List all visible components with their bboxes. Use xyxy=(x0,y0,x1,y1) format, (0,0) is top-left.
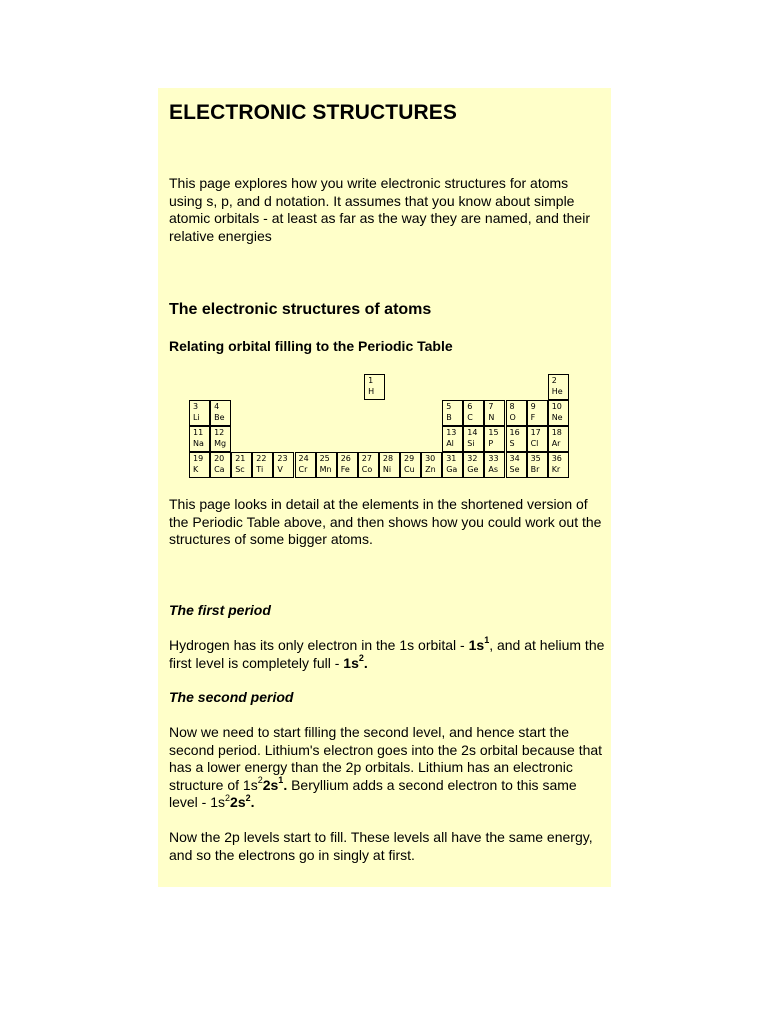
atomic-number: 13 xyxy=(446,428,457,437)
element-cell-sc xyxy=(231,452,252,478)
element-symbol: Cr xyxy=(298,465,308,474)
atomic-number: 17 xyxy=(530,428,541,437)
subheading: Relating orbital filling to the Periodic Table xyxy=(169,338,453,354)
atomic-number: 36 xyxy=(551,454,562,463)
atomic-number: 3 xyxy=(193,402,199,411)
second-period-text: Now we need to start filling the second level, and hence start the second period. Lithium's electron goes into the 2s orbital because that has a lower energy than the 2p orbitals. Lithium has an electronic structure of 1s xyxy=(169,724,603,793)
element-symbol: Sc xyxy=(235,465,245,474)
element-symbol: Fe xyxy=(340,465,350,474)
page-title: ELECTRONIC STRUCTURES xyxy=(169,101,457,124)
element-cell-s xyxy=(506,426,527,452)
element-symbol: Ni xyxy=(382,465,392,474)
element-cell-he xyxy=(548,374,569,400)
atomic-number: 24 xyxy=(298,454,309,463)
atomic-number: 4 xyxy=(214,402,220,411)
element-cell-ca xyxy=(210,452,231,478)
atomic-number: 9 xyxy=(530,402,536,411)
element-cell-be xyxy=(210,400,231,426)
element-cell-ar xyxy=(548,426,569,452)
element-symbol: P xyxy=(488,439,494,448)
element-symbol: Br xyxy=(530,465,540,474)
atomic-number: 15 xyxy=(488,428,499,437)
first-period-paragraph xyxy=(169,637,605,672)
element-cell-b xyxy=(442,400,463,426)
element-symbol: B xyxy=(446,413,452,422)
element-cell-fe xyxy=(337,452,358,478)
element-cell-kr xyxy=(548,452,569,478)
first-period-text-2: , and at helium the first level is completely full - xyxy=(169,637,605,671)
element-symbol: H xyxy=(368,387,375,396)
element-cell-ne xyxy=(548,400,569,426)
element-symbol: Na xyxy=(193,439,204,448)
periodic-table xyxy=(189,374,579,478)
lithium-config: $2s^1$. xyxy=(262,775,288,793)
atomic-number: 29 xyxy=(404,454,415,463)
element-symbol: Co xyxy=(361,465,373,474)
element-cell-o xyxy=(506,400,527,426)
element-symbol: Mg xyxy=(214,439,227,448)
element-symbol: Mn xyxy=(319,465,332,474)
element-cell-cr xyxy=(295,452,316,478)
element-symbol: As xyxy=(488,465,499,474)
section-heading: The electronic structures of atoms xyxy=(169,301,432,318)
element-cell-k xyxy=(189,452,210,478)
atomic-number: 27 xyxy=(361,454,372,463)
element-cell-v xyxy=(273,452,294,478)
element-symbol: Ge xyxy=(467,465,479,474)
atomic-number: 5 xyxy=(446,402,452,411)
element-symbol: S xyxy=(509,439,515,448)
atomic-number: 19 xyxy=(193,454,204,463)
element-symbol: Al xyxy=(446,439,454,448)
atomic-number: 21 xyxy=(235,454,246,463)
element-cell-h xyxy=(364,374,385,400)
element-symbol: Ne xyxy=(551,413,563,422)
element-symbol: Cu xyxy=(404,465,415,474)
hydrogen-config: $1s^1$ xyxy=(468,635,490,653)
element-cell-li xyxy=(189,400,210,426)
first-period-text: Hydrogen has its only electron in the 1s orbital - xyxy=(169,637,469,653)
element-symbol: Zn xyxy=(425,465,436,474)
element-cell-p xyxy=(484,426,505,452)
element-cell-ni xyxy=(379,452,400,478)
after-table-paragraph: This page looks in detail at the elements in the shortened version of the Periodic Table above, and then shows how you could work out the structures of some bigger atoms. xyxy=(169,496,602,548)
element-cell-mn xyxy=(316,452,337,478)
atomic-number: 16 xyxy=(509,428,520,437)
element-symbol: K xyxy=(193,465,199,474)
element-symbol: F xyxy=(530,413,536,422)
element-symbol: Be xyxy=(214,413,225,422)
atomic-number: 18 xyxy=(551,428,562,437)
element-cell-si xyxy=(463,426,484,452)
atomic-number: 2 xyxy=(551,376,557,385)
element-symbol: He xyxy=(551,387,563,396)
first-period-heading: The first period xyxy=(169,602,271,618)
atomic-number: 14 xyxy=(467,428,478,437)
element-symbol: Si xyxy=(467,439,475,448)
element-cell-cl xyxy=(527,426,548,452)
atomic-number: 6 xyxy=(467,402,473,411)
element-symbol: V xyxy=(277,465,283,474)
element-symbol: Cl xyxy=(530,439,539,448)
element-cell-n xyxy=(484,400,505,426)
element-symbol: C xyxy=(467,413,473,422)
atomic-number: 7 xyxy=(488,402,494,411)
atomic-number: 23 xyxy=(277,454,288,463)
element-cell-na xyxy=(189,426,210,452)
element-cell-ti xyxy=(252,452,273,478)
element-symbol: Ti xyxy=(256,465,264,474)
atomic-number: 26 xyxy=(340,454,351,463)
element-symbol: Ar xyxy=(551,439,561,448)
second-period-paragraph: Now we need to start filling the second level, and hence start the second period. Lithium's electron goes into the 2s orbital because that has a lower energy than the 2p orbitals. Lithium has an electronic structure of $1s^22s^1$. Beryllium adds a second electron to this same level - $1s^22s^2$. xyxy=(169,724,603,811)
atomic-number: 10 xyxy=(551,402,562,411)
atomic-number: 1 xyxy=(368,376,374,385)
element-cell-f xyxy=(527,400,548,426)
element-cell-mg xyxy=(210,426,231,452)
atomic-number: 22 xyxy=(256,454,267,463)
atomic-number: 32 xyxy=(467,454,478,463)
element-cell-as xyxy=(484,452,505,478)
element-symbol: Ca xyxy=(214,465,225,474)
element-cell-zn xyxy=(421,452,442,478)
intro-paragraph: This page explores how you write electronic structures for atoms using s, p, and d notation. It assumes that you know about simple atomic orbitals - at least as far as the way they are named, and their relative energies xyxy=(169,175,590,244)
atomic-number: 11 xyxy=(193,428,204,437)
element-cell-se xyxy=(506,452,527,478)
element-symbol: Se xyxy=(509,465,520,474)
helium-config: $1s^2$. xyxy=(343,652,368,671)
atomic-number: 31 xyxy=(446,454,457,463)
element-cell-c xyxy=(463,400,484,426)
element-symbol: O xyxy=(509,413,516,422)
second-period-paragraph-2: Now the 2p levels start to fill. These levels all have the same energy, and so the electrons go in singly at first. xyxy=(169,829,593,863)
atomic-number: 12 xyxy=(214,428,225,437)
second-period-heading: The second period xyxy=(169,689,294,705)
element-cell-ge xyxy=(463,452,484,478)
atomic-number: 33 xyxy=(488,454,499,463)
atomic-number: 8 xyxy=(509,402,515,411)
element-cell-br xyxy=(527,452,548,478)
beryllium-config: $2s^2$. xyxy=(230,792,255,811)
atomic-number: 20 xyxy=(214,454,225,463)
atomic-number: 35 xyxy=(530,454,541,463)
element-symbol: Ga xyxy=(446,465,458,474)
atomic-number: 30 xyxy=(425,454,436,463)
element-cell-al xyxy=(442,426,463,452)
element-symbol: Kr xyxy=(551,465,561,474)
element-cell-cu xyxy=(400,452,421,478)
element-symbol: N xyxy=(488,413,495,422)
element-symbol: Li xyxy=(193,413,200,422)
second-period-text-2: Beryllium adds a second electron to this same level - 1s xyxy=(169,776,577,811)
atomic-number: 28 xyxy=(382,454,394,463)
element-cell-ga xyxy=(442,452,463,478)
atomic-number: 34 xyxy=(509,454,520,463)
atomic-number: 25 xyxy=(319,454,330,463)
element-cell-co xyxy=(358,452,379,478)
